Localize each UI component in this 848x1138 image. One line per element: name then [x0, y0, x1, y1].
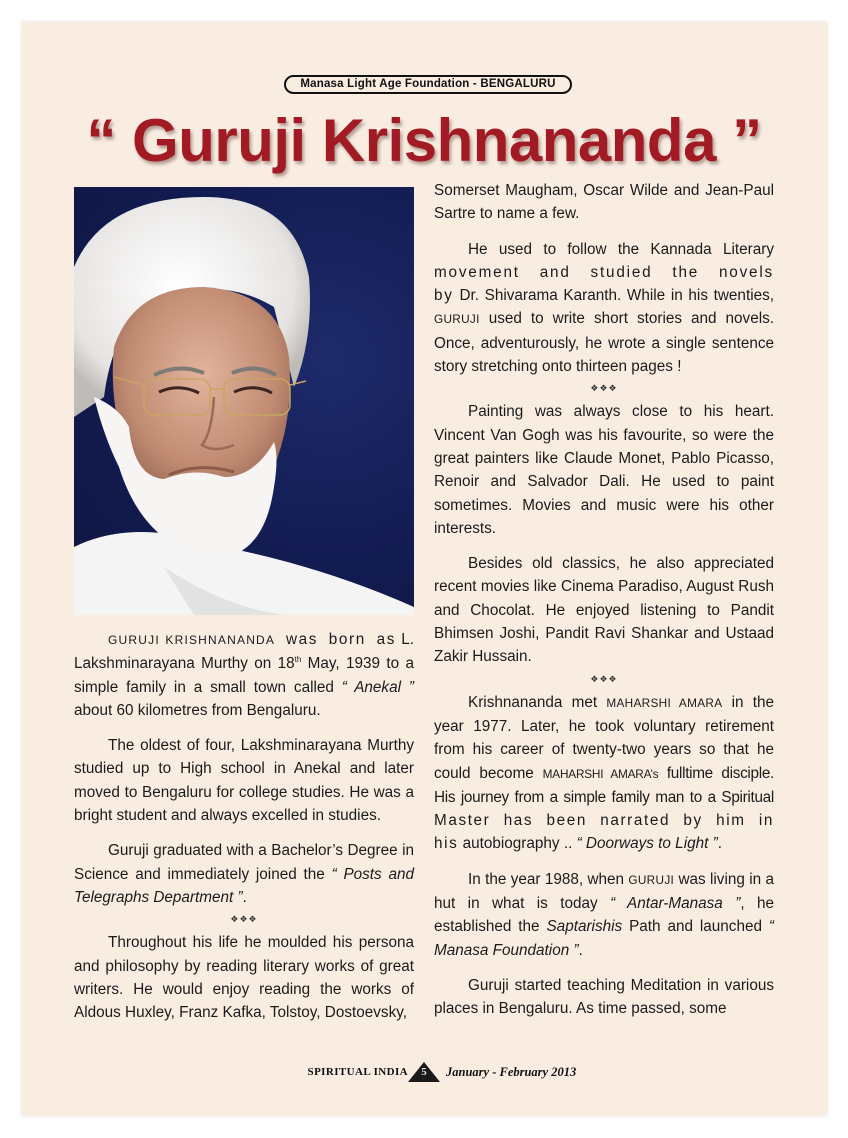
- paragraph-painting: Painting was always close to his heart. Vincent Van Gogh was his favourite, so were the great painters like Claude Monet, Pablo Picasso, Renoir and Salvador Dali. He used to paint sometimes. Movies and music were his other interests.: [434, 403, 774, 537]
- italic-place-name: “ Antar-Manasa ”: [610, 895, 741, 913]
- text-run: fulltime disciple. His journey from a simple family man to a Spiritual: [434, 764, 774, 806]
- text-run: .: [717, 835, 722, 853]
- text-run: about 60 kilometres from Bengaluru.: [74, 701, 321, 719]
- italic-book-title: “ Doorways to Light ”: [576, 835, 718, 853]
- ornament-divider: ❖❖❖: [230, 914, 258, 925]
- paragraph-birth: [74, 628, 414, 722]
- text-run: .: [242, 888, 247, 906]
- small-caps-maharshi: MAHARSHI AMARA’s: [542, 766, 659, 781]
- paragraph-movies-music: Besides old classics, he also appreciated recent movies like Cinema Paradiso, August Rush and Chocolat. He enjoyed listening to Pandit Bhimsen Joshi, Pandit Ravi Shankar and Ustaad Zakir Hussain.: [434, 555, 774, 666]
- paragraph-kannada: [434, 238, 774, 379]
- article-column-right: [434, 179, 774, 1033]
- text-run: Krishnananda met: [468, 693, 607, 711]
- portrait-photo: [74, 187, 414, 615]
- text-run: May, 1939 to a simple family in a small town called: [74, 655, 414, 696]
- ornament-divider: ❖❖❖: [590, 383, 618, 394]
- text-run: in the year 1977. Later, he took voluntary retirement from his career of twenty-two years so that he could become: [434, 693, 775, 782]
- organization-badge: Manasa Light Age Foundation - BENGALURU: [284, 75, 572, 94]
- paragraph-literature: Throughout his life he moulded his persona and philosophy by reading literary works of great writers. He would enjoy reading the works of Aldous Huxley, Franz Kafka, Tolstoy, Dostoevsky,: [74, 934, 414, 1022]
- page-title: “ Guruji Krishnananda ”: [86, 107, 762, 174]
- paragraph-literature-continued: Somerset Maugham, Oscar Wilde and Jean-Paul Sartre to name a few.: [434, 182, 774, 223]
- small-caps-name: GURUJI KRISHNANANDA: [108, 633, 276, 647]
- text-run: movement and studied the novels by: [434, 263, 774, 305]
- italic-place-name: “ Anekal ”: [341, 678, 414, 696]
- ornament-divider: ❖❖❖: [590, 673, 618, 684]
- italic-foundation-name: “ Manasa Foundation ”: [434, 918, 774, 959]
- text-run: was living in a hut in what is today: [434, 870, 774, 913]
- text-run: In the year 1988, when: [468, 870, 629, 888]
- paragraph-education: The oldest of four, Lakshminarayana Murthy studied up to High school in Anekal and later moved to Bengaluru for college studies. He was a bright student and always excelled in studies.: [74, 737, 414, 825]
- text-run: autobiography ..: [462, 835, 577, 853]
- text-run: was born as: [275, 631, 396, 648]
- text-run: .: [578, 941, 583, 959]
- paragraph-meditation: Guruji started teaching Meditation in various places in Bengaluru. As time passed, some: [434, 976, 774, 1018]
- article-column-left: [74, 628, 414, 1036]
- text-run: , he established the: [434, 895, 775, 936]
- text-run: Master has been narrated by him in his: [434, 812, 774, 853]
- small-caps-guruji: GURUJI: [628, 872, 675, 887]
- paragraph-maharshi: [434, 691, 774, 856]
- text-run: Dr. Shivarama Karanth. While in his twenties,: [459, 287, 774, 305]
- paragraph-foundation: [434, 868, 774, 962]
- small-caps-maharshi: MAHARSHI AMARA: [606, 695, 723, 710]
- superscript: th: [294, 655, 302, 665]
- publication-name: SPIRITUAL INDIA: [307, 1066, 408, 1078]
- text-run: used to write short stories and novels. Once, adventurously, he wrote a single sentence story stretching onto thirteen pages !: [434, 310, 774, 376]
- italic-path-name: Saptarishis: [546, 918, 623, 936]
- page-number: 5: [421, 1066, 427, 1078]
- small-caps-guruji: GURUJI: [434, 312, 480, 327]
- text-run: L. Lakshminarayana Murthy on 18: [74, 631, 414, 673]
- page-footer: [0, 1062, 848, 1086]
- issue-date: January - February 2013: [446, 1065, 577, 1079]
- text-run: Path and launched: [622, 918, 769, 936]
- italic-department: “ Posts and Telegraphs Department ”: [74, 865, 414, 906]
- paragraph-graduation: [74, 839, 414, 909]
- text-run: Guruji graduated with a Bachelor’s Degree in Science and immediately joined the: [74, 842, 414, 883]
- text-run: He used to follow the Kannada Literary: [468, 240, 774, 258]
- portrait-illustration: [74, 187, 414, 615]
